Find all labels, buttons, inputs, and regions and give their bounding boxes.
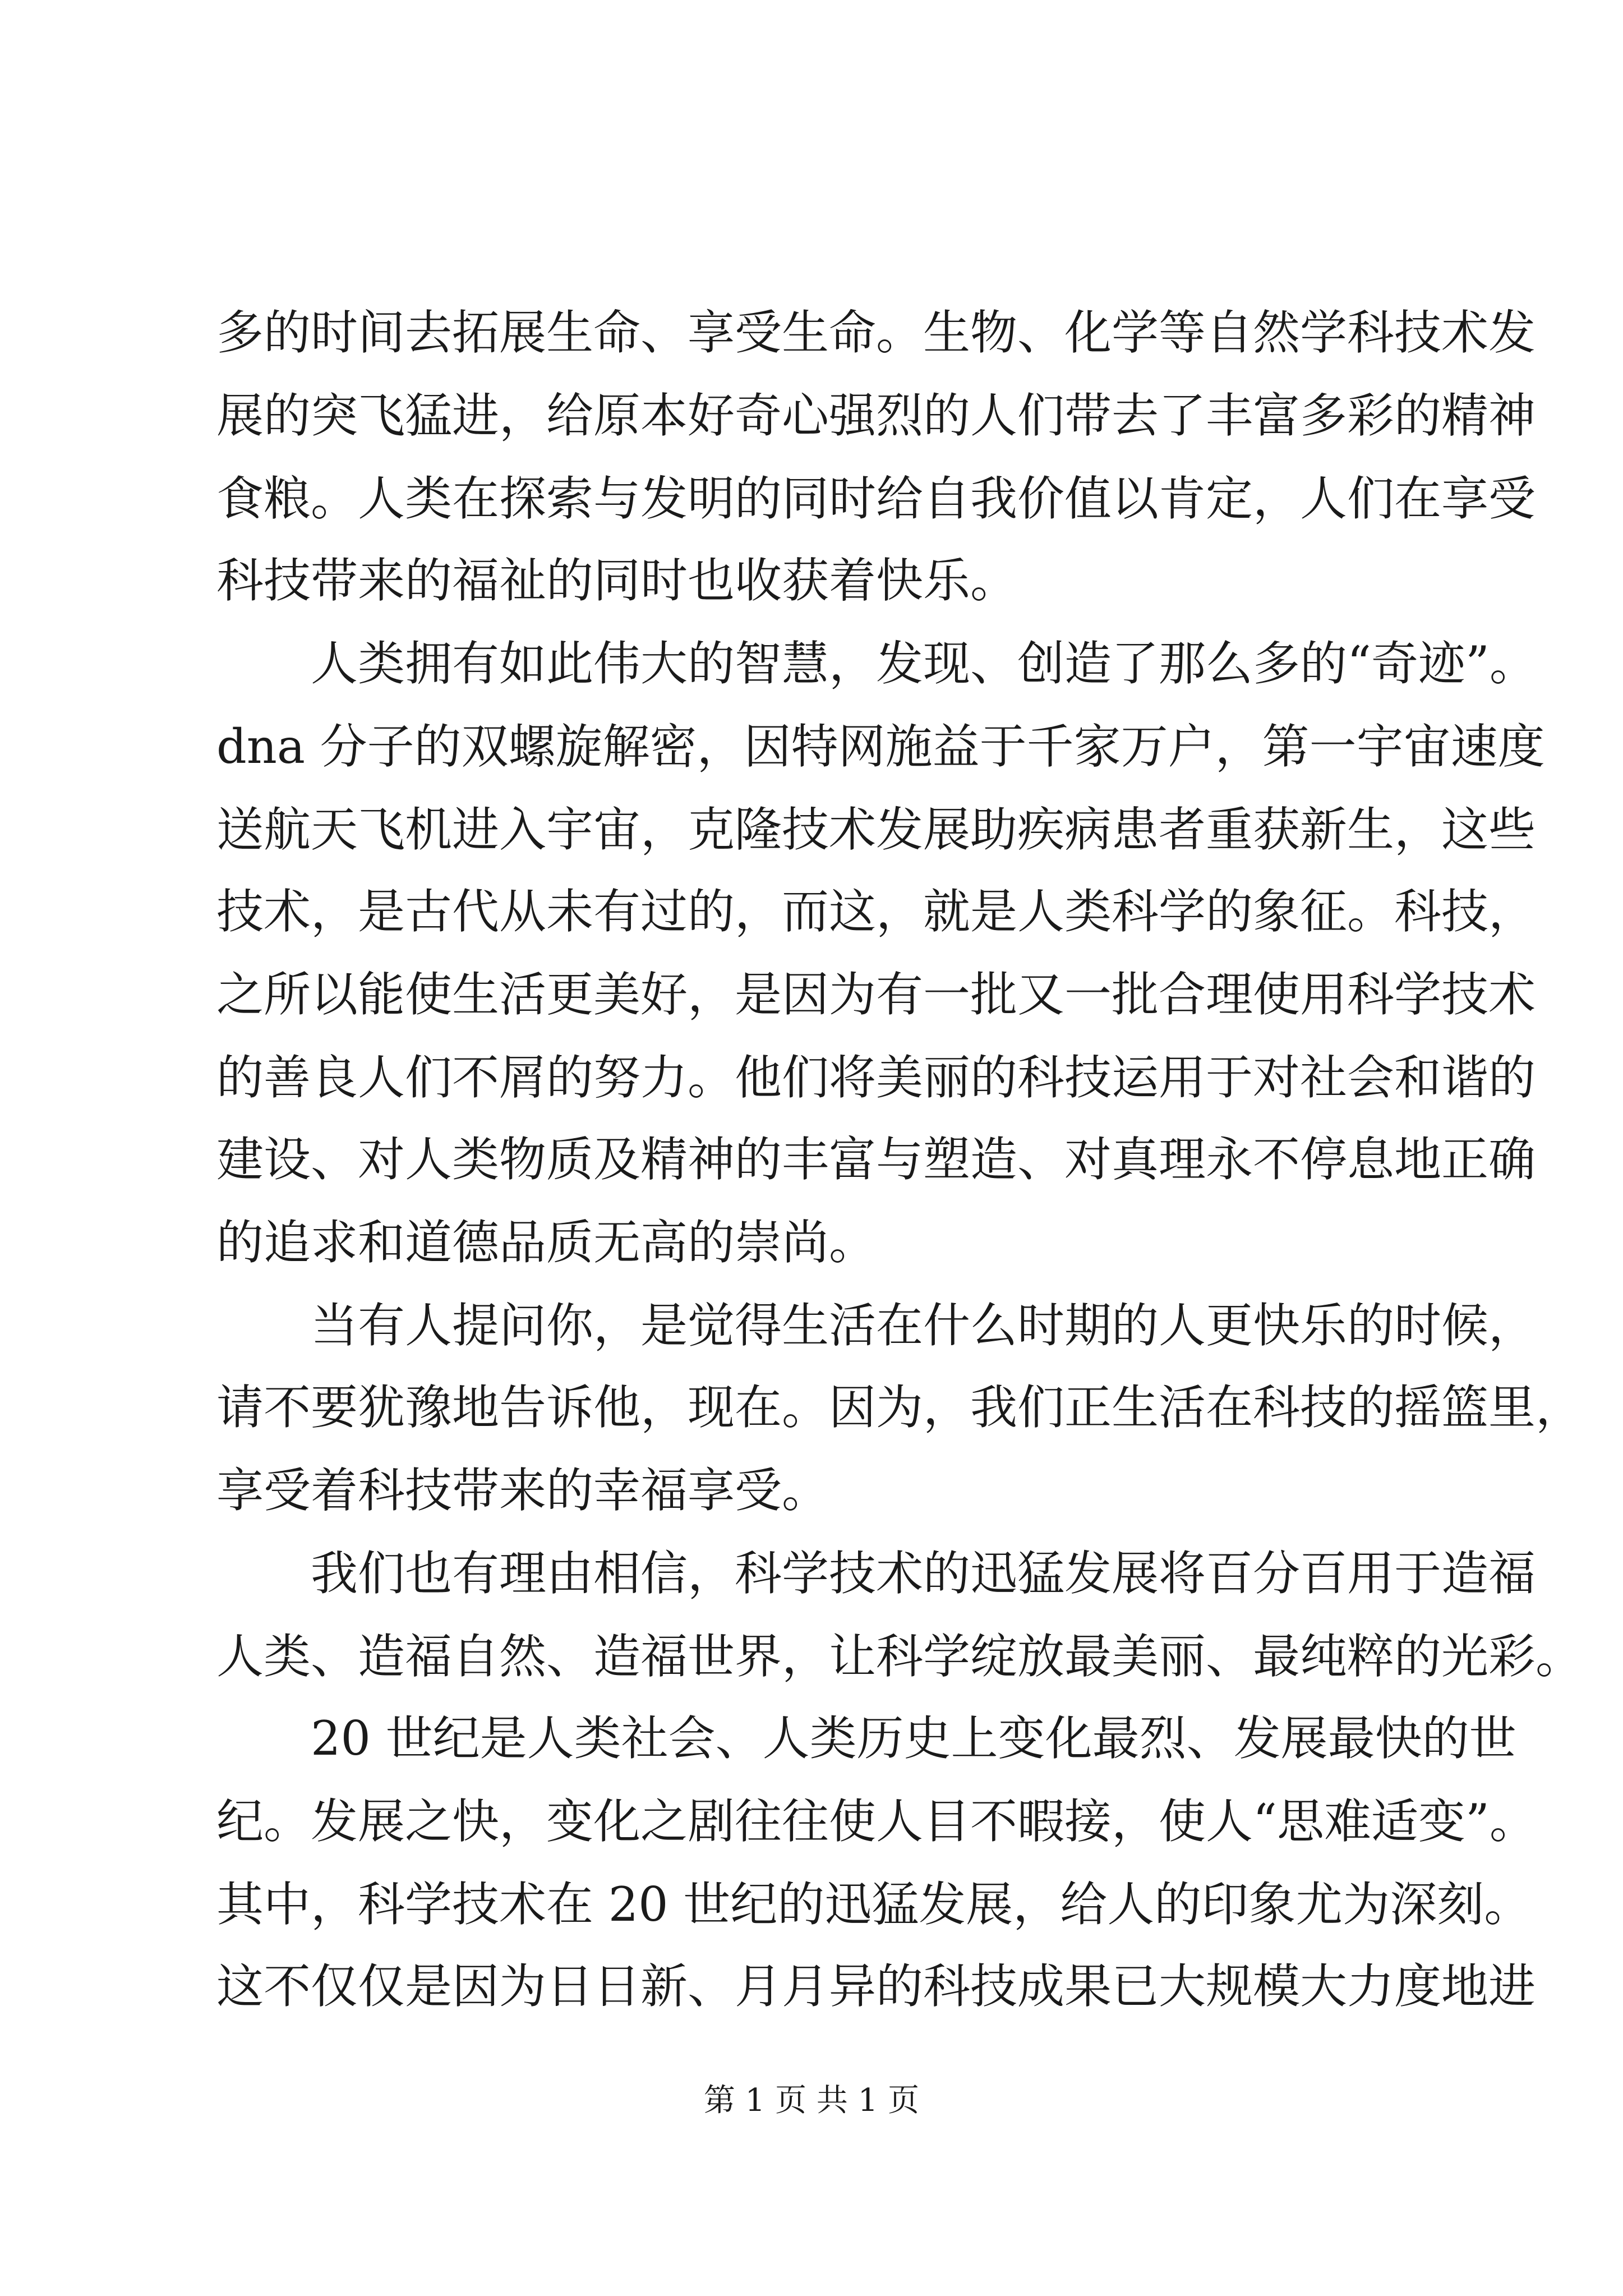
text-line: 纪。发展之快，变化之剧往往使人目不暇接，使人“思难适变”。 [216,1794,1537,1849]
text-line: 人类、造福自然、造福世界，让科学绽放最美丽、最纯粹的光彩。 [216,1629,1583,1684]
text-line: 的追求和道德品质无高的崇尚。 [216,1215,877,1270]
text-line: 的善良人们不屑的努力。他们将美丽的科技运用于对社会和谐的 [216,1050,1536,1105]
text-line: dna 分子的双螺旋解密，因特网施益于千家万户，第一宇宙速度 [216,719,1545,774]
text-line: 科技带来的福祉的同时也收获着快乐。 [216,553,1018,608]
paragraph-first-line: 人类拥有如此伟大的智慧，发现、创造了那么多的“奇迹”。 [311,636,1537,691]
text-line: 建设、对人类物质及精神的丰富与塑造、对真理永不停息地正确 [216,1132,1536,1187]
text-line: 技术，是古代从未有过的，而这，就是人类科学的象征。科技， [216,884,1536,939]
paragraph-first-line: 当有人提问你，是觉得生活在什么时期的人更快乐的时候， [311,1298,1536,1353]
paragraph-first-line: 我们也有理由相信，科学技术的迅猛发展将百分百用于造福 [311,1546,1536,1601]
text-line: 送航天飞机进入宇宙，克隆技术发展助疾病患者重获新生，这些 [216,802,1536,857]
page-number-label: 第 1 页 共 1 页 [703,2082,920,2119]
page-footer [0,2073,1623,2129]
text-line: 这不仅仅是因为日日新、月月异的科技成果已大规模大力度地进 [216,1959,1536,2014]
text-line: 食粮。人类在探索与发明的同时给自我价值以肯定，人们在享受 [216,471,1536,526]
text-line: 其中，科学技术在 20 世纪的迅猛发展，给人的印象尤为深刻。 [216,1877,1532,1932]
text-line: 享受着科技带来的幸福享受。 [216,1463,829,1518]
paragraph-first-line: 20 世纪是人类社会、人类历史上变化最烈、发展最快的世 [311,1711,1516,1766]
text-line: 多的时间去拓展生命、享受生命。生物、化学等自然学科技术发 [216,305,1536,360]
text-line: 展的突飞猛进，给原本好奇心强烈的人们带去了丰富多彩的精神 [216,388,1536,443]
text-line: 之所以能使生活更美好，是因为有一批又一批合理使用科学技术 [216,967,1536,1022]
text-line: 请不要犹豫地告诉他，现在。因为，我们正生活在科技的摇篮里， [216,1380,1583,1435]
